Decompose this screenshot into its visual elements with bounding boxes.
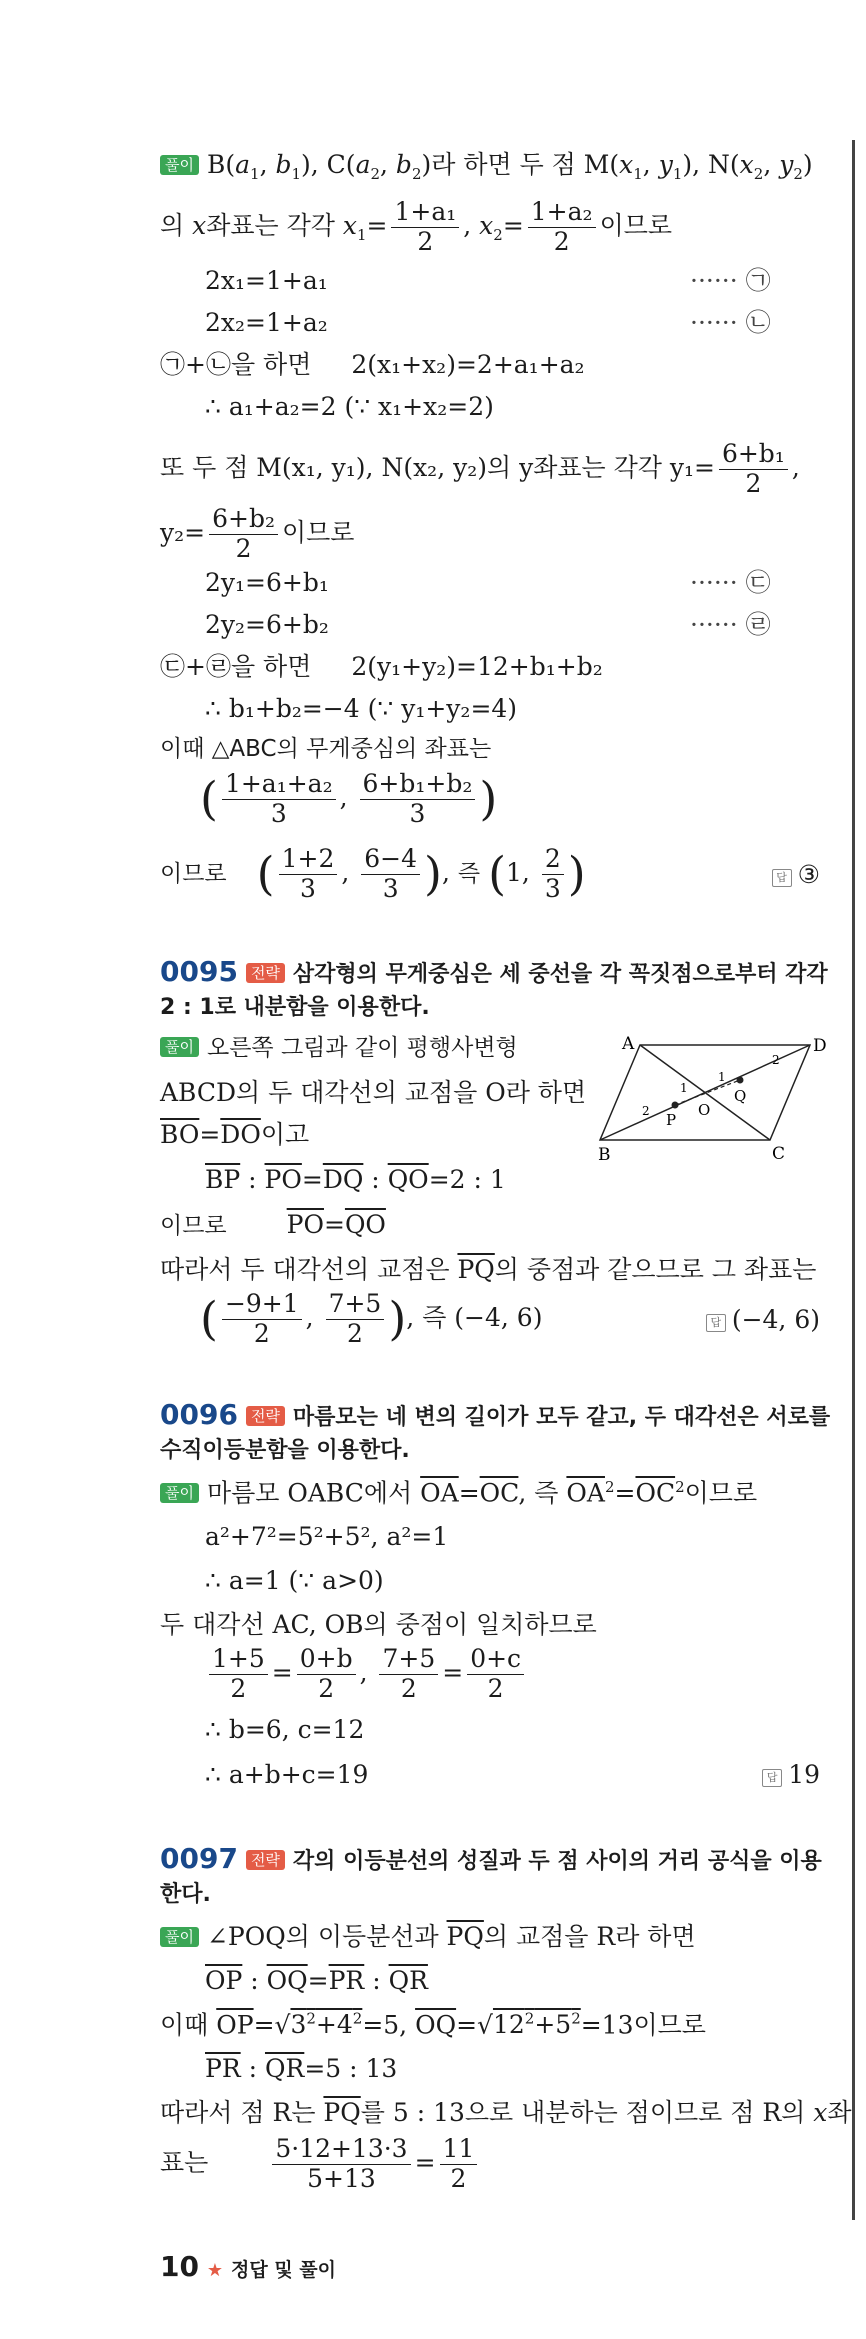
final-line: 이므로 ( $\frac{1+2}{3}$ , $\frac{6-4}{3}$ ), 즉 (1, $\frac{2}{3}$ ) (160, 844, 586, 903)
label-one-2: 1 (718, 1070, 726, 1084)
tag-3: ······ ㉢ (690, 568, 771, 597)
centroid-formula: ( $\frac{\text{1+a₁+a₂}}{3}$ , $\frac{\text{6+b₁+b₂}}{3}$ ) (200, 769, 498, 828)
label-p: P (666, 1111, 677, 1129)
eq-4: 2y₂=6+b₂ (205, 610, 329, 639)
strategy-0096-cont: 수직이등분함을 이용한다. (160, 1438, 410, 1463)
parallelogram-diagram (598, 1034, 827, 1165)
solution-0096-6: ∴ a+b+c=19 (205, 1760, 369, 1789)
solution-0097-2: $\overline{OP}$ : $\overline{OQ}=\overline{PR}$ : $\overline{QR}$ (205, 1966, 428, 1995)
solution-0095-5: 이므로 $\overline{PO}=\overline{QO}$ (160, 1210, 386, 1239)
eq-1: 2x₁=1+a₁ (205, 266, 328, 295)
answer-p1: 답 ③ (772, 860, 820, 890)
tag-4: ······ ㉣ (690, 610, 771, 639)
label-b: B (598, 1145, 611, 1165)
y-line: 또 두 점 M(x₁, y₁), N(x₂, y₂)의 y좌표는 각각 y₁= $\frac{\text{6+b₁}}{2}$ , (160, 439, 800, 498)
conclusion-1: ∴ a₁+a₂=2 (∵ x₁+x₂=2) (205, 392, 494, 421)
strategy-badge: 전략 (246, 963, 285, 983)
centroid-text: 이때 △ABC의 무게중심의 좌표는 (160, 736, 492, 762)
y2-line: y₂= $\frac{\text{6+b₂}}{2}$ 이므로 (160, 504, 355, 563)
sum-line-1: ㉠+㉡을 하면 2(x₁+x₂)=2+a₁+a₂ (160, 350, 585, 379)
solution-0096-4: 두 대각선 AC, OB의 중점이 일치하므로 (160, 1610, 597, 1639)
star-icon: ★ (206, 2260, 224, 2281)
solution-0097-5: 따라서 점 R는 $\overline{PQ}$를 5 : 13으로 내분하는 점이므로 점 R의 x좌 (160, 2098, 852, 2127)
label-one-1: 1 (680, 1081, 688, 1095)
solution-0096-3: ∴ a=1 (∵ a>0) (205, 1566, 384, 1595)
label-two-2: 2 (772, 1053, 780, 1067)
sum-line-2: ㉢+㉣을 하면 2(y₁+y₂)=12+b₁+b₂ (160, 652, 603, 681)
eq-3: 2y₁=6+b₁ (205, 568, 329, 597)
footer-title: 정답 및 풀이 (231, 2259, 337, 2281)
answer-icon: 답 (772, 869, 792, 887)
strategy-0097-cont: 한다. (160, 1882, 211, 1907)
label-two-1: 2 (642, 1104, 650, 1118)
solution-0096-2: a²+7²=5²+5², a²=1 (205, 1522, 449, 1551)
label-o: O (698, 1101, 711, 1119)
answer-0095: 답 (−4, 6) (706, 1305, 820, 1335)
tag-1: ······ ㉠ (690, 266, 771, 295)
label-a: A (622, 1034, 635, 1054)
problem-0096-header: 0096 전략 마름모는 네 변의 길이가 모두 같고, 두 대각선은 서로를 (160, 1398, 831, 1431)
solution-0095-3: $\overline{BO}=\overline{DO}$이고 (160, 1120, 310, 1149)
solution-0095-6: 따라서 두 대각선의 교점은 $\overline{PQ}$의 중점과 같으므로 그 좌표는 (160, 1255, 817, 1284)
solution-0097-3: 이때 $\overline{OP}=√3^2+4^2=5$, $\overline{OQ}=√12^2+5^2=13$이므로 (160, 2010, 706, 2040)
solution-0097-1: 풀이 ∠POQ의 이등분선과 $\overline{PQ}$의 교점을 R라 하면 (160, 1922, 696, 1952)
tag-2: ······ ㉡ (690, 308, 771, 337)
solution-0096-1: 풀이 마름모 OABC에서 $\overline{OA}=\overline{OC}$, 즉 $\overline{OA}^2=\overline{OC}^2$이므로 (160, 1478, 757, 1508)
solution-0097-4: $\overline{PR}$ : $\overline{QR}=5$ : 13 (205, 2054, 398, 2083)
page-number: 10 (160, 2250, 199, 2283)
footer (160, 2250, 336, 2284)
solution-0096-formula: $\frac{1+5}{2}$ = $\frac{0+b}{2}$ , $\frac{7+5}{2}$ = $\frac{0+c}{2}$ (205, 1645, 528, 1704)
problem-0095-header: 0095 전략 삼각형의 무게중심은 세 중선을 각 꼭짓점으로부터 각각 (160, 955, 828, 988)
solution-line-2: 의 x좌표는 각각 $x_1=$ $\frac{\text{1+a₁}}{2}$ , $x_2=$ $\frac{\text{1+a₂}}{2}$ 이므로 (160, 197, 673, 256)
column-rule (852, 140, 855, 2220)
strategy-0095-cont: 2 : 1로 내분함을 이용한다. (160, 995, 430, 1020)
solution-0095-formula: ( $\frac{-9+1}{2}$ , $\frac{7+5}{2}$ ), 즉 (−4, 6) (200, 1289, 543, 1348)
label-c: C (772, 1144, 786, 1164)
solution-0097-6: 표는 $\frac{5\cdot 12+13\cdot 3}{5+13}$ = $\frac{11}{2}$ (160, 2135, 481, 2194)
label-q: Q (734, 1087, 747, 1105)
solution-line-1: 풀이 $B(a_1$, $b_1$), $C(a_2$, $b_2$)라 하면 두 점 $M(x_1$, $y_1$), $N(x_2$, $y_2$) (160, 150, 813, 183)
problem-0097-header: 0097 전략 각의 이등분선의 성질과 두 점 사이의 거리 공식을 이용 (160, 1842, 822, 1875)
label-d: D (813, 1036, 827, 1056)
answer-0096: 답 19 (762, 1760, 820, 1790)
solution-0096-5: ∴ b=6, c=12 (205, 1715, 365, 1744)
solution-badge: 풀이 (160, 155, 199, 175)
solution-0095-4: $\overline{BP}$ : $\overline{PO}=\overline{DQ}$ : $\overline{QO}=2$ : 1 (205, 1165, 506, 1194)
eq-2: 2x₂=1+a₂ (205, 308, 328, 337)
solution-0095-1: 풀이 오른쪽 그림과 같이 평행사변형 (160, 1035, 518, 1063)
solution-0095-2: ABCD의 두 대각선의 교점을 O라 하면 (160, 1078, 587, 1107)
conclusion-2: ∴ b₁+b₂=−4 (∵ y₁+y₂=4) (205, 694, 518, 723)
